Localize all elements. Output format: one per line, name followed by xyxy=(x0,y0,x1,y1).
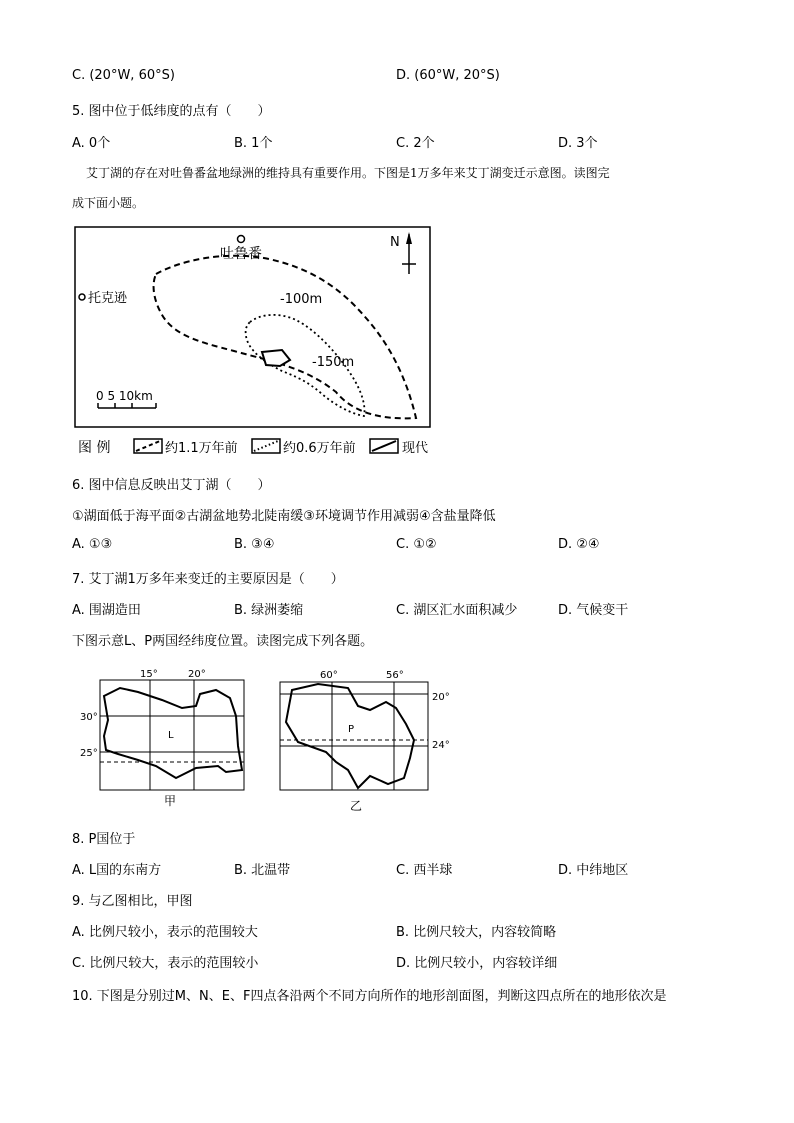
north-arrow-icon xyxy=(390,232,416,274)
legend-label-modern: 现代 xyxy=(402,441,429,456)
jia-lat-30: 30° xyxy=(80,712,98,723)
legend-item-modern xyxy=(370,439,428,456)
q4-option-d: D. (60°W, 20°S) xyxy=(396,68,500,83)
q5-option-d: D. 3个 xyxy=(558,136,598,151)
q6-stem: 6. 图中信息反映出艾丁湖（ ） xyxy=(72,478,271,493)
q10-stem: 10. 下图是分别过M、N、E、F四点各沿两个不同方向所作的地形剖面图，判断这四点所在的地形依次是 xyxy=(72,989,667,1004)
scale-label: 0 5 10km xyxy=(96,389,153,403)
passage-aiding-line1: 艾丁湖的存在对吐鲁番盆地绿洲的维持具有重要作用。下图是1万多年来艾丁湖变迁示意图。读图完 xyxy=(86,166,610,180)
q9-option-d: D. 比例尺较小，内容较详细 xyxy=(396,956,558,971)
q6-option-c: C. ①② xyxy=(396,537,437,552)
map-jia xyxy=(78,666,250,810)
north-label: N xyxy=(390,235,400,250)
scale-bar xyxy=(98,403,156,408)
q7-option-a: A. 围湖造田 xyxy=(72,603,141,618)
legend-item-6k xyxy=(252,439,356,456)
legend-label-11k: 约1.1万年前 xyxy=(165,441,238,456)
legend-item-11k xyxy=(134,439,238,456)
map-yi xyxy=(278,666,458,816)
q6-option-a: A. ①③ xyxy=(72,537,113,552)
q5-option-b: B. 1个 xyxy=(234,136,273,151)
jia-lat-25: 25° xyxy=(80,748,98,759)
q6-statements: ①湖面低于海平面②古湖盆地势北陡南缓③环境调节作用减弱④含盐量降低 xyxy=(72,509,496,524)
turpan-label: 吐鲁番 xyxy=(220,246,262,262)
country-p-label: P xyxy=(348,724,355,735)
q4-option-c: C. (20°W, 60°S) xyxy=(72,68,175,83)
q8-option-b: B. 北温带 xyxy=(234,863,291,878)
q8-option-c: C. 西半球 xyxy=(396,863,453,878)
yi-lon-60: 60° xyxy=(320,670,338,681)
q5-option-c: C. 2个 xyxy=(396,136,435,151)
lake-outline-modern xyxy=(262,350,290,366)
q5-stem: 5. 图中位于低纬度的点有（ ） xyxy=(72,104,271,119)
toksun-marker xyxy=(79,294,85,300)
q7-option-d: D. 气候变干 xyxy=(558,603,629,618)
yi-lon-56: 56° xyxy=(386,670,404,681)
q8-option-a: A. L国的东南方 xyxy=(72,863,162,878)
q9-stem: 9. 与乙图相比，甲图 xyxy=(72,894,193,909)
q7-option-c: C. 湖区汇水面积减少 xyxy=(396,603,518,618)
yi-lat-20: 20° xyxy=(432,692,450,703)
q9-option-c: C. 比例尺较大，表示的范围较小 xyxy=(72,956,259,971)
jia-lon-20: 20° xyxy=(188,669,206,680)
q6-option-b: B. ③④ xyxy=(234,537,275,552)
q7-stem: 7. 艾丁湖1万多年来变迁的主要原因是（ ） xyxy=(72,572,344,587)
q8-option-d: D. 中纬地区 xyxy=(558,863,629,878)
contour-label-100m: -100m xyxy=(280,292,323,307)
q9-option-b: B. 比例尺较大，内容较简略 xyxy=(396,925,557,940)
lake-outline-11k xyxy=(154,256,416,419)
q9-option-a: A. 比例尺较小，表示的范围较大 xyxy=(72,925,258,940)
passage-lp: 下图示意L、P两国经纬度位置。读图完成下列各题。 xyxy=(72,634,374,649)
q7-option-b: B. 绿洲萎缩 xyxy=(234,603,304,618)
jia-lon-15: 15° xyxy=(140,669,158,680)
legend-label-6k: 约0.6万年前 xyxy=(283,441,356,456)
yi-caption: 乙 xyxy=(350,799,363,813)
aiding-lake-map xyxy=(74,226,434,458)
country-p-outline xyxy=(286,684,414,788)
q5-option-a: A. 0个 xyxy=(72,136,111,151)
yi-lat-24: 24° xyxy=(432,740,450,751)
legend-title: 图 例 xyxy=(78,440,111,456)
q8-stem: 8. P国位于 xyxy=(72,832,136,847)
contour-label-150m: -150m xyxy=(312,355,355,370)
turpan-marker xyxy=(238,236,245,243)
q6-option-d: D. ②④ xyxy=(558,537,600,552)
jia-caption: 甲 xyxy=(164,794,177,808)
passage-aiding-line2: 成下面小题。 xyxy=(72,196,145,210)
country-l-label: L xyxy=(168,730,174,741)
toksun-label: 托克逊 xyxy=(88,291,128,306)
